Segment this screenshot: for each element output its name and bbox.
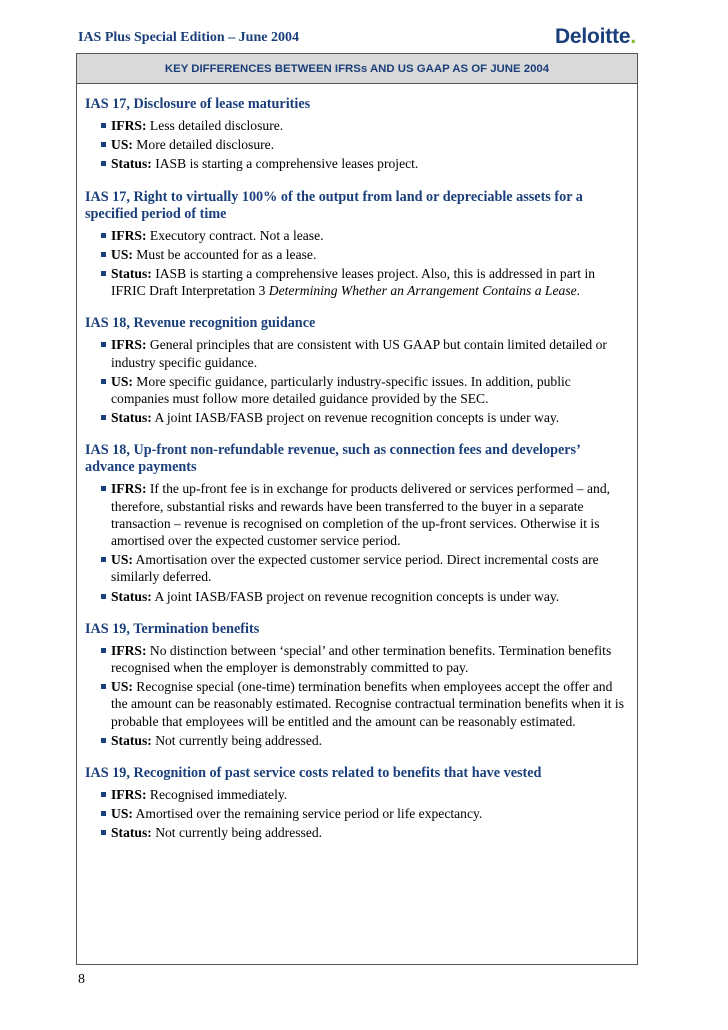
item-label: US:: [111, 552, 133, 568]
content-frame: [76, 53, 638, 965]
bullet-item: [101, 409, 629, 426]
item-text: Not currently being addressed.: [151, 825, 323, 841]
item-italic-text: Determining Whether an Arrangement Contains a Lease: [268, 283, 577, 299]
item-text: Must be accounted for as a lease.: [132, 246, 317, 262]
item-text: Less detailed disclosure.: [146, 118, 284, 133]
item-text: A joint IASB/FASB project on revenue recognition concepts is under way.: [151, 588, 560, 604]
item-text: If the up-front fee is in exchange for products delivered or services performed – and, therefore, substantial risks and rewards have been transferred to the buyer in a separate transaction – revenue is recognised on completion of the up-front services. Otherwise it is amortised over the expected customer service period.: [111, 481, 611, 549]
bullet-item: [101, 642, 629, 676]
bullet-item: [101, 805, 629, 822]
bullet-list: [85, 786, 629, 842]
item-label: US:: [111, 806, 133, 822]
bullet-list: [85, 336, 629, 426]
item-label: US:: [111, 137, 133, 153]
item-label: US:: [111, 679, 133, 695]
bullet-item: [101, 551, 629, 585]
bullet-item: [101, 246, 629, 263]
item-label: IFRS:: [111, 481, 147, 497]
item-label: IFRS:: [111, 337, 147, 353]
section-heading: IAS 19, Termination benefits: [85, 620, 260, 637]
bullet-item: [101, 824, 629, 841]
deloitte-logo: [555, 25, 636, 49]
item-text: IASB is starting a comprehensive leases project. Also, this is addressed in part in IFRIC Draft Interpretation 3: [111, 266, 596, 299]
difference-section: [85, 621, 629, 749]
bullet-item: [101, 732, 629, 749]
section-heading: IAS 18, Up-front non-refundable revenue, such as connection fees and developers’ advance payments: [85, 442, 580, 476]
item-label: IFRS:: [111, 118, 147, 133]
item-text: General principles that are consistent with US GAAP but contain limited detailed or industry specific guidance.: [111, 337, 607, 370]
item-text: Amortised over the remaining service period or life expectancy.: [132, 806, 483, 822]
difference-section: [85, 189, 629, 300]
difference-section: [85, 442, 629, 604]
item-text: No distinction between ‘special’ and other termination benefits. Termination benefits recognised when the employer is demonstrably committed to pay.: [111, 642, 612, 676]
item-label: Status:: [111, 825, 152, 841]
bullet-item: [101, 786, 629, 803]
bullet-item: [101, 227, 629, 244]
item-text: Amortisation over the expected customer service period. Direct incremental costs are similarly deferred.: [111, 552, 599, 585]
item-label: Status:: [111, 732, 152, 748]
bullet-item: [101, 265, 629, 299]
section-heading: IAS 18, Revenue recognition guidance: [85, 315, 316, 332]
item-text: Recognised immediately.: [146, 787, 288, 803]
section-banner: KEY DIFFERENCES BETWEEN IFRSs AND US GAAP AS OF JUNE 2004: [77, 54, 637, 84]
bullet-item: [101, 678, 629, 730]
item-text: More specific guidance, particularly industry-specific issues. In addition, public companies must follow more detailed guidance provided by the SEC.: [111, 373, 571, 407]
publication-title: IAS Plus Special Edition – June 2004: [78, 30, 299, 45]
bullet-item: [101, 136, 629, 153]
bullet-item: [101, 480, 629, 549]
bullet-item: [101, 588, 629, 605]
item-text: Not currently being addressed.: [151, 732, 323, 748]
item-label: Status:: [111, 156, 152, 172]
item-text: Recognise special (one-time) termination benefits when employees accept the offer and the amount can be reasonably estimated. Recognise contractual termination benefits when it is probable that employees will be entitled and the amount can be reasonably estimated.: [111, 679, 624, 729]
item-label: Status:: [111, 410, 152, 426]
logo-text: Deloitte: [554, 25, 631, 48]
item-label: US:: [111, 373, 133, 389]
item-text: A joint IASB/FASB project on revenue recognition concepts is under way.: [151, 410, 560, 426]
item-label: IFRS:: [111, 642, 147, 658]
section-heading: IAS 19, Recognition of past service costs related to benefits that have vested: [85, 765, 542, 782]
item-label: IFRS:: [111, 787, 147, 803]
item-label: IFRS:: [111, 227, 147, 243]
bullet-item: [101, 336, 629, 370]
item-text: IASB is starting a comprehensive leases project.: [151, 156, 419, 172]
item-label: US:: [111, 246, 133, 262]
item-text: More detailed disclosure.: [132, 137, 275, 153]
bullet-item: [101, 155, 629, 172]
item-label: Status:: [111, 588, 152, 604]
differences-list: [77, 84, 637, 842]
item-text: Executory contract. Not a lease.: [146, 227, 324, 243]
bullet-list: [85, 480, 629, 604]
bullet-list: [85, 117, 629, 173]
section-heading: IAS 17, Disclosure of lease maturities: [85, 96, 311, 112]
page-number: 8: [78, 972, 85, 987]
item-label: Status:: [111, 266, 152, 282]
difference-section: [85, 315, 629, 426]
bullet-list: [85, 227, 629, 300]
logo-dot: .: [630, 25, 636, 48]
item-tail-text: .: [576, 283, 581, 299]
difference-section: [85, 765, 629, 842]
bullet-list: [85, 642, 629, 749]
section-heading: IAS 17, Right to virtually 100% of the output from land or depreciable assets for a specified period of time: [85, 188, 583, 222]
difference-section: [85, 96, 629, 173]
bullet-item: [101, 117, 629, 134]
bullet-item: [101, 373, 629, 407]
